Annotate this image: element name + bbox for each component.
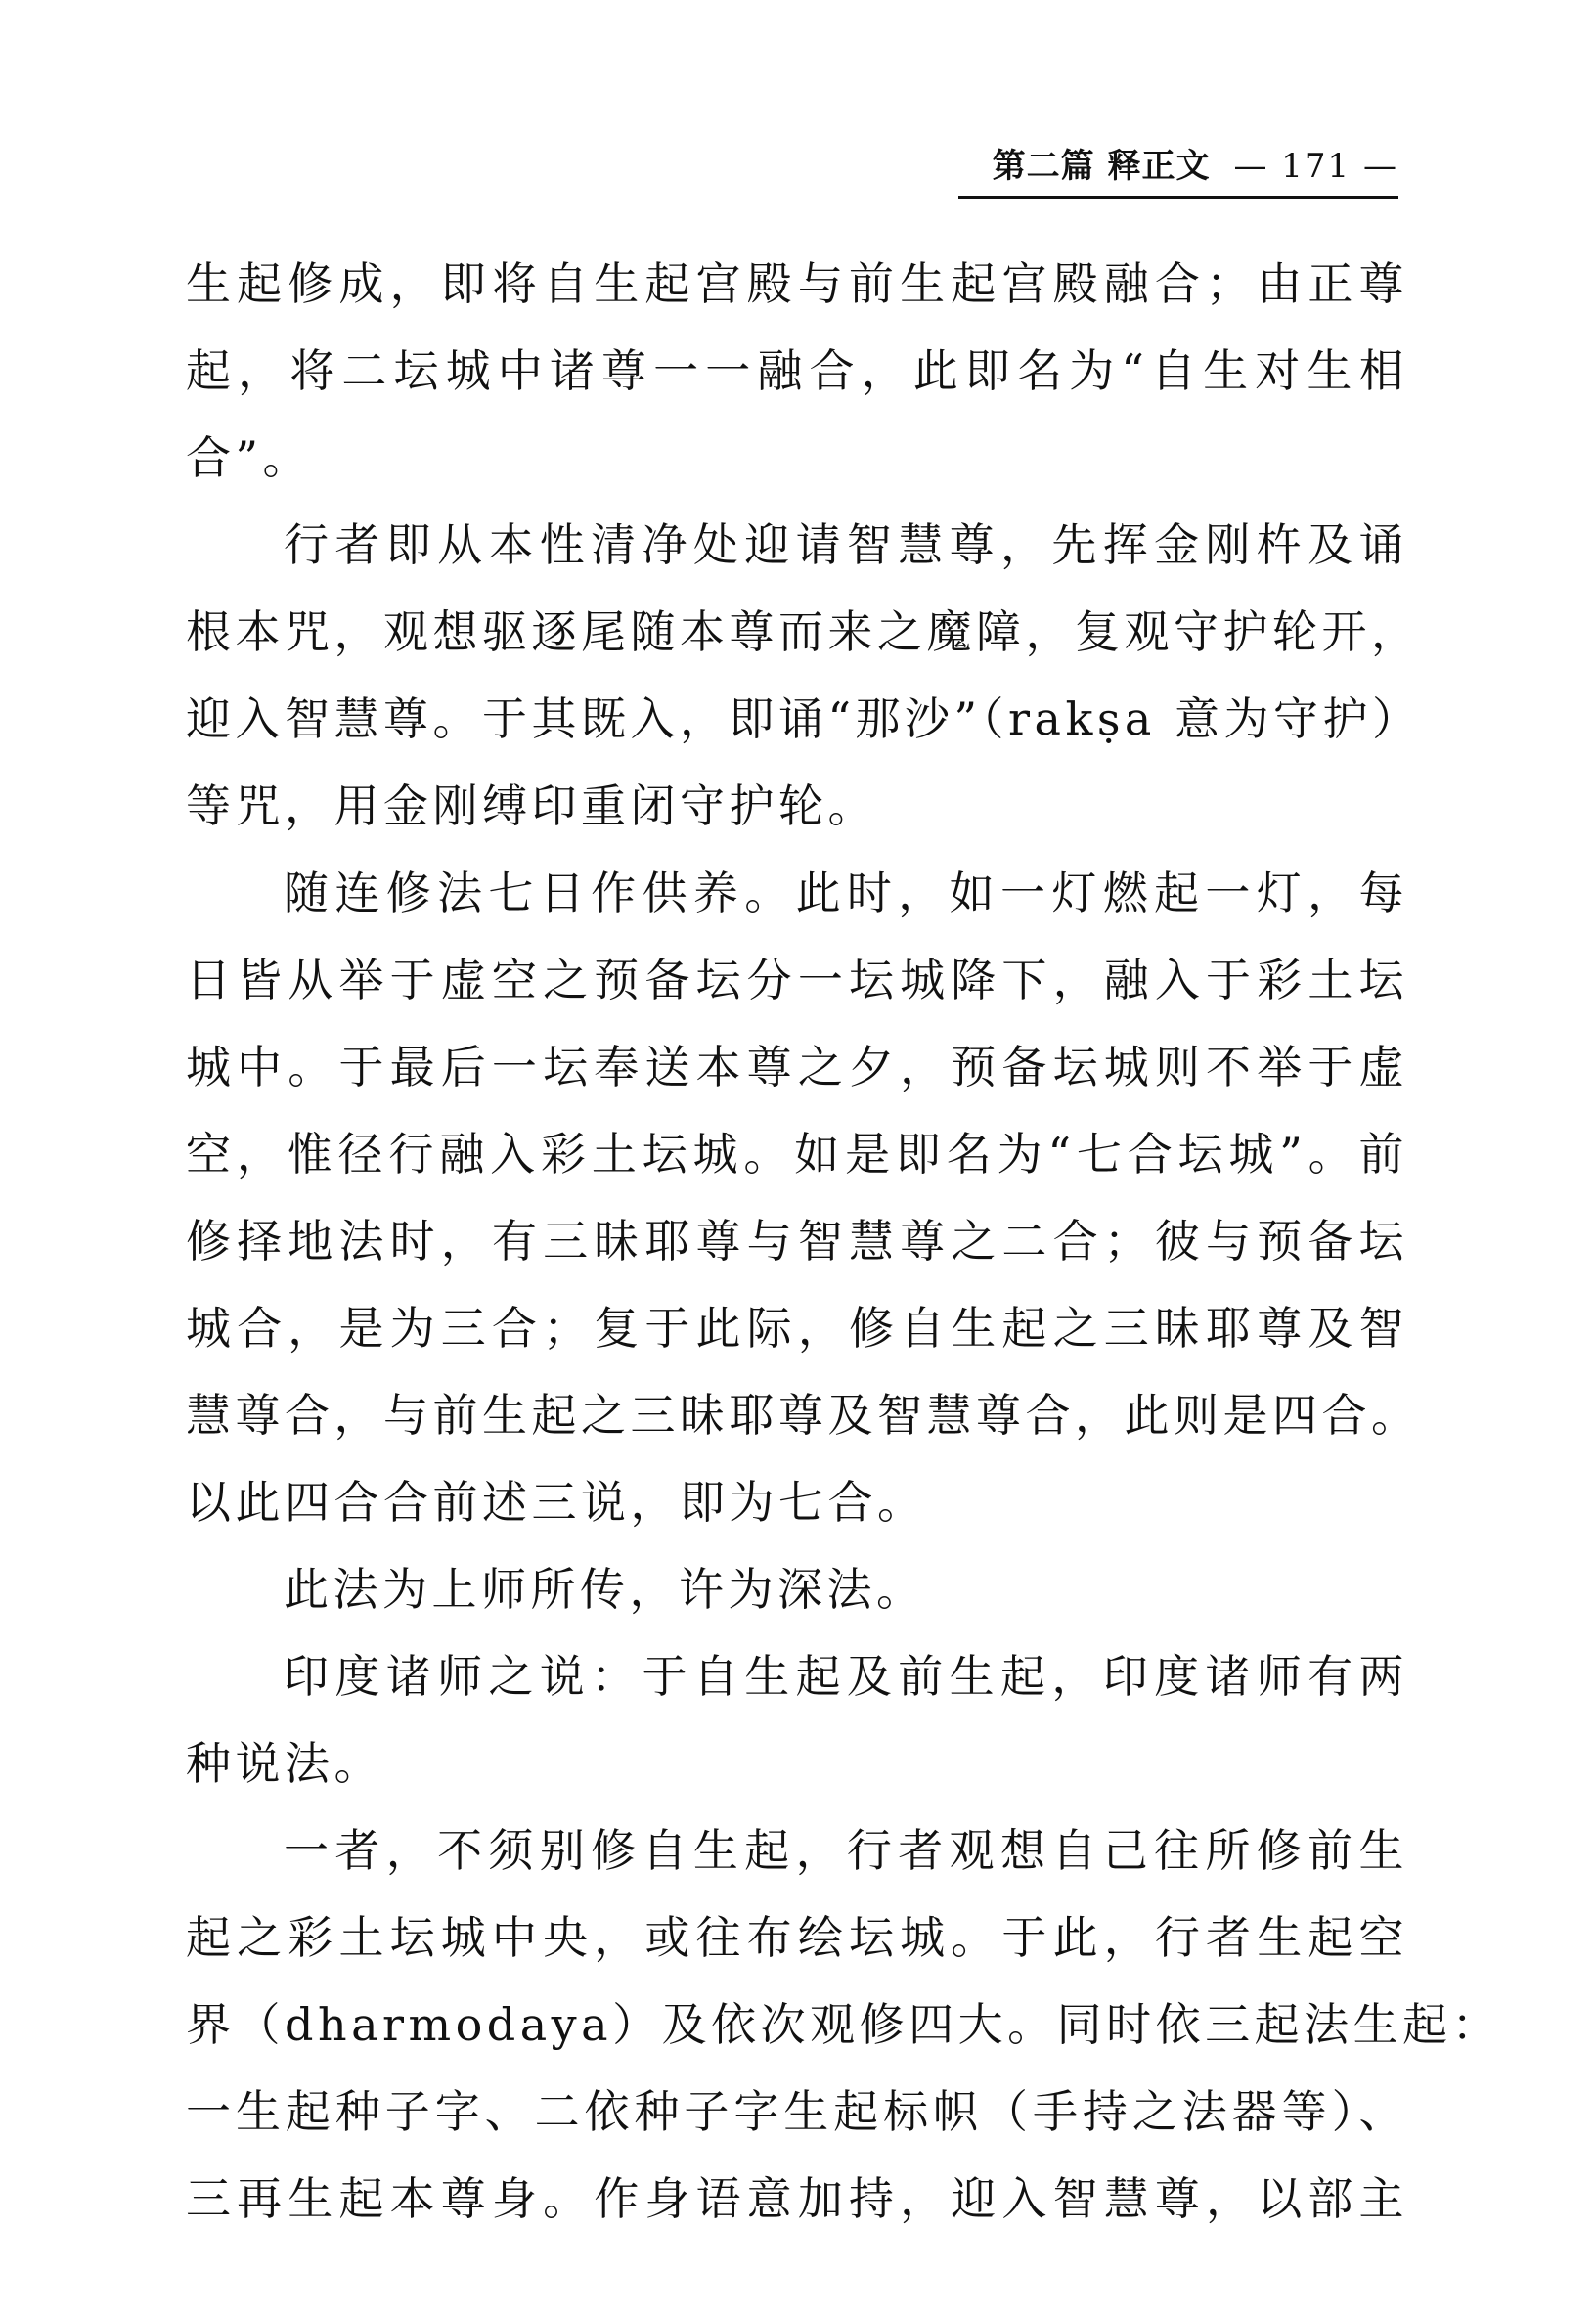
text-line: 修择地法时，有三昧耶尊与智慧尊之二合；彼与预备坛 (186, 1215, 1408, 1268)
section-title: 第二篇 释正文 (992, 147, 1211, 186)
paragraph-start-line: 行者即从本性清净处迎请智慧尊，先挥金刚杵及诵 (284, 518, 1408, 571)
text-line: 生起修成，即将自生起宫殿与前生起宫殿融合；由正尊 (186, 257, 1408, 310)
text-line: 城合，是为三合；复于此际，修自生起之三昧耶尊及智 (186, 1302, 1408, 1355)
text-line: 一生起种子字、二依种子字生起标帜（手持之法器等）、 (186, 2085, 1408, 2138)
running-header (958, 145, 1398, 199)
text-line: 起，将二坛城中诸尊一一融合，此即名为“自生对生相 (186, 344, 1408, 397)
text-line: 合”。 (186, 431, 313, 484)
paragraph-start-line: 随连修法七日作供养。此时，如一灯燃起一灯，每 (284, 867, 1408, 919)
paragraph-start-line: 一者，不须别修自生起，行者观想自己往所修前生 (284, 1824, 1408, 1877)
text-line: 种说法。 (186, 1737, 383, 1790)
text-line: 等咒，用金刚缚印重闭守护轮。 (186, 780, 877, 832)
page-number: — 171 — (1233, 147, 1398, 186)
body-text (186, 241, 1502, 2243)
text-line: 界（dharmodaya）及依次观修四大。同时依三起法生起： (186, 1998, 1502, 2051)
text-line: 起之彩土坛城中央，或往布绘坛城。于此，行者生起空 (186, 1911, 1408, 1964)
text-line: 三再生起本尊身。作身语意加持，迎入智慧尊，以部主 (186, 2172, 1408, 2225)
text-line: 城中。于最后一坛奉送本尊之夕，预备坛城则不举于虚 (186, 1041, 1408, 1093)
text-line: 慧尊合，与前生起之三昧耶尊及智慧尊合，此则是四合。 (186, 1389, 1421, 1442)
text-line: 日皆从举于虚空之预备坛分一坛城降下，融入于彩土坛 (186, 954, 1408, 1006)
text-line: 迎入智慧尊。于其既入，即诵“那沙”（rakṣa 意为守护） (186, 692, 1422, 745)
text-line: 空，惟径行融入彩土坛城。如是即名为“七合坛城”。前 (186, 1128, 1408, 1181)
paragraph-start-line: 此法为上师所传，许为深法。 (284, 1563, 926, 1616)
text-line: 根本咒，观想驱逐尾随本尊而来之魔障，复观守护轮开， (186, 605, 1421, 658)
paragraph-start-line: 印度诸师之说：于自生起及前生起，印度诸师有两 (284, 1650, 1408, 1703)
text-line: 以此四合合前述三说，即为七合。 (186, 1476, 927, 1529)
